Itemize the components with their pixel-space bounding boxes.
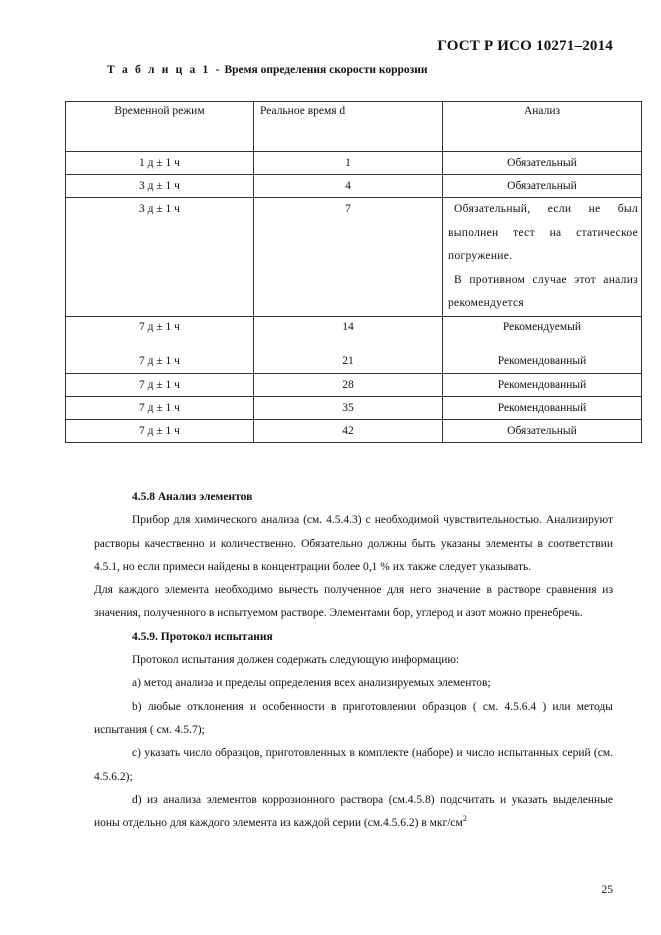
caption-prefix: Т а б л и ц а 1 -	[107, 64, 222, 76]
cell-mode-top: 7 д ± 1 ч	[139, 320, 180, 333]
list-item-text: d) из анализа элементов коррозионного раствора (см.4.5.8) подсчитать и указать выделенные ионы отдельно для каждого элемента из каждой серии (см.4.5.6.2) в мкг/см	[94, 793, 613, 830]
list-item: b) любые отклонения и особенности в приготовлении образцов ( см. 4.5.6.4 ) или методы испытания ( см. 4.5.7);	[94, 700, 613, 736]
cell-time: 28	[254, 373, 443, 396]
header-mode: Временной режим	[66, 102, 254, 152]
cell-time: 7	[254, 198, 443, 317]
paragraph: Для каждого элемента необходимо вычесть полученное для него значение в растворе сравнения из значения, полученного в испытуемом растворе. Элементами бор, углерод и азот можно пренебречь.	[94, 584, 613, 620]
cell-time: 4	[254, 175, 443, 198]
page-number: 25	[601, 884, 613, 896]
cell-mode: 7 д ± 1 ч	[66, 396, 254, 419]
document-id: ГОСТ Р ИСО 10271–2014	[437, 38, 613, 54]
cell-time: 42	[254, 419, 443, 442]
cell-time-bottom: 21	[342, 354, 354, 367]
cell-mode: 1 д ± 1 ч	[66, 152, 254, 175]
cell-mode: 7 д ± 1 ч	[66, 373, 254, 396]
table-row	[66, 152, 642, 175]
header-time: Реальное время d	[254, 102, 443, 152]
list-item	[94, 789, 613, 836]
cell-time	[254, 316, 443, 373]
table-row-merged	[66, 316, 642, 373]
paragraph: Протокол испытания должен содержать следующую информацию:	[132, 654, 460, 667]
table-caption	[107, 64, 428, 76]
cell-analysis-bottom: Рекомендованный	[497, 354, 587, 367]
cell-mode-bottom: 7 д ± 1 ч	[139, 354, 180, 367]
section-heading: 4.5.9. Протокол испытания	[132, 630, 273, 643]
cell-analysis: Обязательный	[443, 419, 642, 442]
cell-analysis	[443, 198, 642, 317]
cell-analysis-top: Рекомендуемый	[502, 320, 582, 333]
cell-mode: 3 д ± 1 ч	[66, 175, 254, 198]
corrosion-time-table	[65, 101, 642, 443]
cell-mode: 7 д ± 1 ч	[66, 419, 254, 442]
paragraph: Прибор для химического анализа (см. 4.5.4.3) с необходимой чувствительностью. Анализируют растворы качественно и количественно. Обязательно должны быть указаны элементы в соответствии 4.5.1, но если примеси найдены в концентрации более 0,1 % их также следует указывать.	[94, 514, 613, 573]
cell-time-top: 14	[342, 320, 354, 333]
cell-analysis: Обязательный	[443, 175, 642, 198]
section-heading: 4.5.8 Анализ элементов	[132, 491, 253, 503]
body-text	[94, 486, 613, 835]
table-header-row	[66, 102, 642, 152]
cell-analysis: Рекомендованный	[443, 373, 642, 396]
header-analysis: Анализ	[443, 102, 642, 152]
analysis-text-2: В противном случае этот анализ рекомендуется	[448, 273, 638, 309]
table-row	[66, 175, 642, 198]
table-row	[66, 396, 642, 419]
table-row	[66, 373, 642, 396]
cell-analysis	[443, 316, 642, 373]
cell-mode	[66, 316, 254, 373]
list-item: а) метод анализа и пределы определения всех анализируемых элементов;	[132, 677, 491, 690]
table-row	[66, 198, 642, 317]
caption-title: Время определения скорости коррозии	[224, 64, 428, 76]
table-row	[66, 419, 642, 442]
unit-superscript: 2	[462, 814, 467, 824]
cell-mode: 3 д ± 1 ч	[66, 198, 254, 317]
analysis-text: Обязательный, если не был выполнен тест на статическое погружение.	[448, 203, 638, 262]
cell-analysis: Рекомендованный	[443, 396, 642, 419]
cell-time: 35	[254, 396, 443, 419]
cell-analysis: Обязательный	[443, 152, 642, 175]
cell-time: 1	[254, 152, 443, 175]
list-item: с) указать число образцов, приготовленных в комплекте (наборе) и число испытанных серий (см. 4.5.6.2);	[94, 747, 613, 783]
